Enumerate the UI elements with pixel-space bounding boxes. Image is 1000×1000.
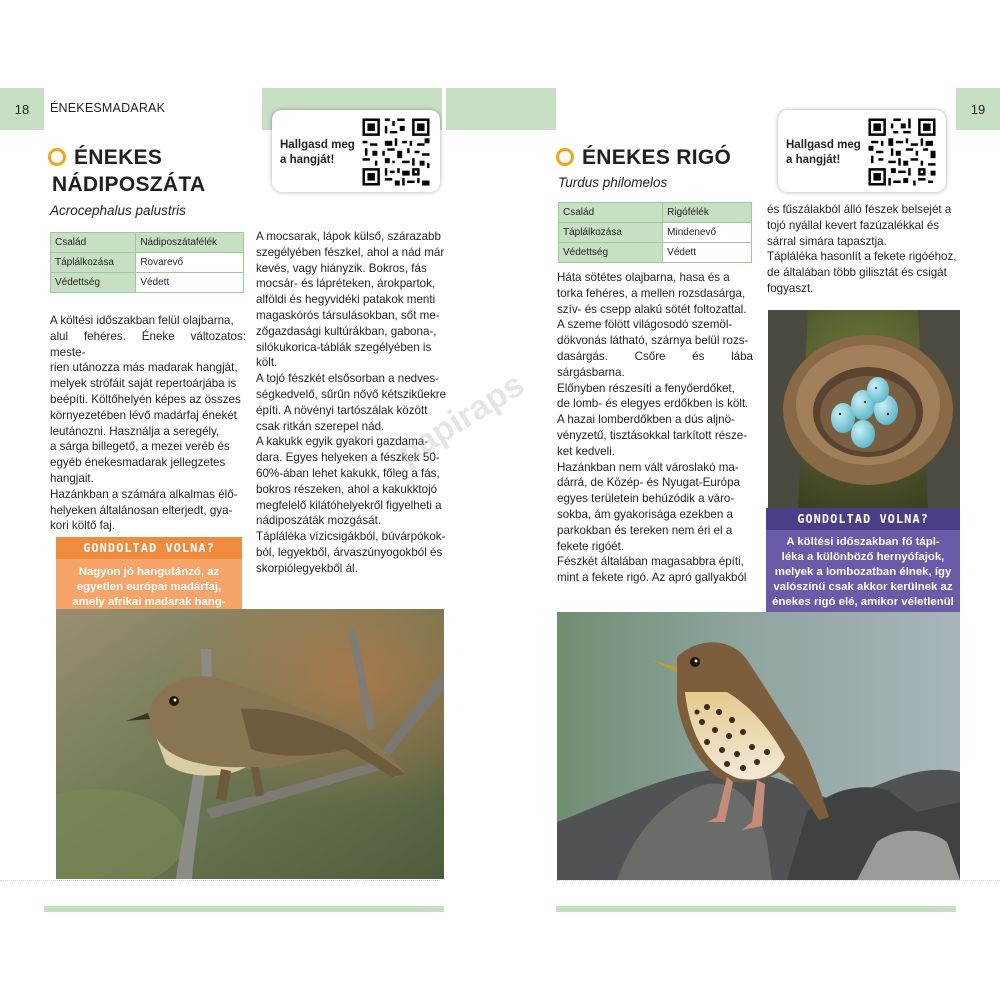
text-line: torka fehéres, a mellen rozsdasárga, [557,286,746,300]
right-footer-dotted-line [556,880,1000,881]
text-line: A költési időszakban felül olajbarna, [50,314,234,327]
left-info-table [50,232,244,293]
table-key: Család [559,203,663,223]
table-row [51,233,244,253]
text-line: beépíti. Költőhelyén képes az összes [50,392,241,406]
table-value: Nádiposzátafélék [136,233,244,253]
text-line: ket kedveli. [557,444,615,458]
text-line: A költési időszakban fő tápl- [786,536,940,548]
text-line: mint a fekete rigó. Az apró gallyakból [557,571,747,585]
left-qr-card[interactable] [272,110,440,192]
text-line: a sárga billegető, a mezei veréb és [50,440,230,454]
left-latin-name: Acrocephalus palustris [50,203,186,218]
text-line: alföldi és hegyvidéki patakok menti [256,293,436,307]
text-line: dara. Egyes helyeken a fészkek 50- [256,451,440,465]
left-page-number [0,88,44,130]
text-line: A mocsarak, lápok külső, szárazabb [256,230,441,243]
reed-warbler-illustration [56,609,444,879]
text-line: sokba, ám gyakorisága ezekben a [557,507,733,521]
text-line: szegélyében fészkel, ahol a nád már [256,245,445,259]
text-line: megfelelő kilátóhelyekről figyelheti a [256,498,442,512]
text-line: ségkedvelő, sűrűn nővő kétszikűekre [256,387,447,401]
text-line: de lomb- és elegyes erdőkben is költ. [557,397,749,411]
text-line: építi. A növényi tartószálak között [256,403,428,417]
left-section-title: ÉNEKESMADARAK [50,101,166,115]
text-line: dökvonás látható, szárnya belül rozs- [557,334,749,348]
text-line: sárral simára tapasztja. [767,234,887,248]
text-line: melyek strófáit saját repertoárjába is [50,377,237,391]
text-line: fogyaszt. [767,281,814,295]
right-text-column-2 [767,202,963,297]
right-header-band [446,88,556,130]
left-text-column-2 [256,229,452,577]
table-row [559,203,752,223]
left-page-number-text: 18 [14,101,30,117]
text-line: vényzetű, tisztásokkal tarkított része- [557,428,748,442]
left-title-circle-icon [48,148,66,166]
right-title-circle-icon [556,148,574,166]
left-qr-text-line2: a hangját! [280,154,335,166]
text-line: szív- és csepp alakú sötét foltozattal. [557,302,747,316]
text-line: Előnyben részesíti a fenyőerdőket, [557,381,735,395]
right-latin-name: Turdus philomelos [558,175,668,190]
text-line: egyes területein behúzódik a váro- [557,492,735,506]
text-line: amely afrikai madarak hang- [72,596,226,608]
text-line: A tojó fészkét elsősorban a nedves- [256,372,440,386]
text-line: Tápláléka hasonlít a fekete rigóéhoz, [767,250,957,264]
text-line: alul fehéres. Éneke változatos: meste- [50,329,246,359]
text-line: csak ritkán szerepel nád. [256,419,385,433]
table-key: Védettség [51,273,136,293]
table-value: Rovarevő [136,253,244,273]
right-qr-text-line2: a hangját! [786,154,841,166]
text-line: dasárgás. Csőre és lába sárgásbarna. [557,349,753,379]
text-line: hangjait. [50,471,94,485]
right-page-number [956,88,1000,130]
text-line: nádiposzáták mozgását. [256,514,382,528]
table-key: Család [51,233,136,253]
table-value: Rigófélék [663,203,752,223]
text-line: silókukorica-táblák szegélyében is [256,340,432,354]
text-line: léka a különböző hernyófajok, [781,551,945,563]
text-line: és fűszálakból álló fészek belsejét a [767,203,952,216]
text-line: dárrá, de Közép- és Nyugat-Európa [557,476,741,490]
text-line: énekes rigó elé, amikor véletlenül [772,596,954,608]
right-footer-bar [556,906,956,912]
text-line: egyéb énekesmadarak jellegzetes [50,456,226,470]
table-value: Védett [663,243,752,263]
right-bird-photo [557,612,960,880]
table-value: Védett [136,273,244,293]
text-line: leutánozni. Használja a seregély, [50,424,220,438]
text-line: skorpiólegyekből ál. [256,561,358,575]
table-row [559,223,752,243]
right-qr-card[interactable] [778,110,946,192]
left-text-column-1 [50,313,246,534]
left-title-line2: NÁDIPOSZÁTA [52,173,206,196]
text-line: rien utánozza más madarak hangját, [50,361,238,375]
left-title-line1: ÉNEKES [74,146,163,169]
text-line: valószínű csak akkor kerülnek az [773,581,953,593]
text-line: költ. [256,356,278,370]
text-line: fekete rigóét. [557,539,625,553]
text-line: A szeme fölött világosodó szemöl- [557,318,733,332]
left-qr-text-line1: Hallgasd meg [280,139,355,151]
left-footer-dotted-line [0,880,440,881]
text-line: 60%-ában lehet kakukk, főleg a fás, [256,466,440,480]
right-page-number-text: 19 [970,101,986,117]
text-line: parkokban és tereken nem éri el a [557,523,733,537]
song-thrush-illustration [557,612,960,880]
right-nest-photo [768,310,960,508]
left-did-you-know-label: GONDOLTAD VOLNA? [56,537,242,559]
text-line: Fészkét általában magasabbra építi, [557,555,744,569]
text-line: környezetében lévő madárfaj énekét [50,408,237,422]
text-line: Nagyon jó hangutánzó, az [78,566,220,578]
table-row [51,273,244,293]
table-row [51,253,244,273]
table-key: Táplálkozása [559,223,663,243]
text-line: bokros részeken, ahol a kakukktojó [256,482,438,496]
right-title: ÉNEKES RIGÓ [582,146,732,169]
text-line: tojó nyállal kevert fazúzalékkal és [767,218,940,232]
text-line: kevés, vagy hiányzik. Bokros, fás [256,261,427,275]
table-key: Védettség [559,243,663,263]
text-line: A hazai lomberdőkben a dús aljnö- [557,413,735,427]
text-line: Háta sötétes olajbarna, hasa és a [557,271,730,284]
right-qr-text-line1: Hallgasd meg [786,139,861,151]
text-line: A kakukk egyik gyakori gazdama- [256,435,429,449]
text-line: mocsár- és lápréteken, árokpartok, [256,277,436,291]
left-bird-photo [56,609,444,879]
left-footer-bar [44,906,444,912]
text-line: Hazánkban nem vált városlakó ma- [557,460,739,474]
text-line: kori költő faj. [50,519,116,533]
right-text-column-1 [557,270,753,586]
right-info-table [558,202,752,263]
left-qr-code-icon[interactable] [360,116,432,188]
text-line: helyeken általánosan elterjedt, gya- [50,503,233,517]
text-line: de általában több gilisztát és csigát [767,266,947,280]
watermark: papiraps [390,365,531,473]
right-did-you-know-label: GONDOLTAD VOLNA? [766,508,960,530]
table-row [559,243,752,263]
text-line: Tápláléka vízicsigákból, búvárpókok- [256,530,446,544]
table-key: Táplálkozása [51,253,136,273]
text-line: egyetlen európai madárfaj, [76,581,222,593]
text-line: melyek a lombozatban élnek, így [774,566,952,578]
nest-with-eggs-illustration [768,310,960,508]
text-line: ból, legyekből, árvaszúnyogokból és [256,545,443,559]
table-value: Mindenevő [663,223,752,243]
text-line: magaskórós társulásokban, sőt me- [256,308,440,322]
right-qr-code-icon[interactable] [866,116,938,188]
text-line: zőgazdasági kultúrákban, gabona-, [256,324,437,338]
text-line: Hazánkban a számára alkalmas élő- [50,487,238,501]
